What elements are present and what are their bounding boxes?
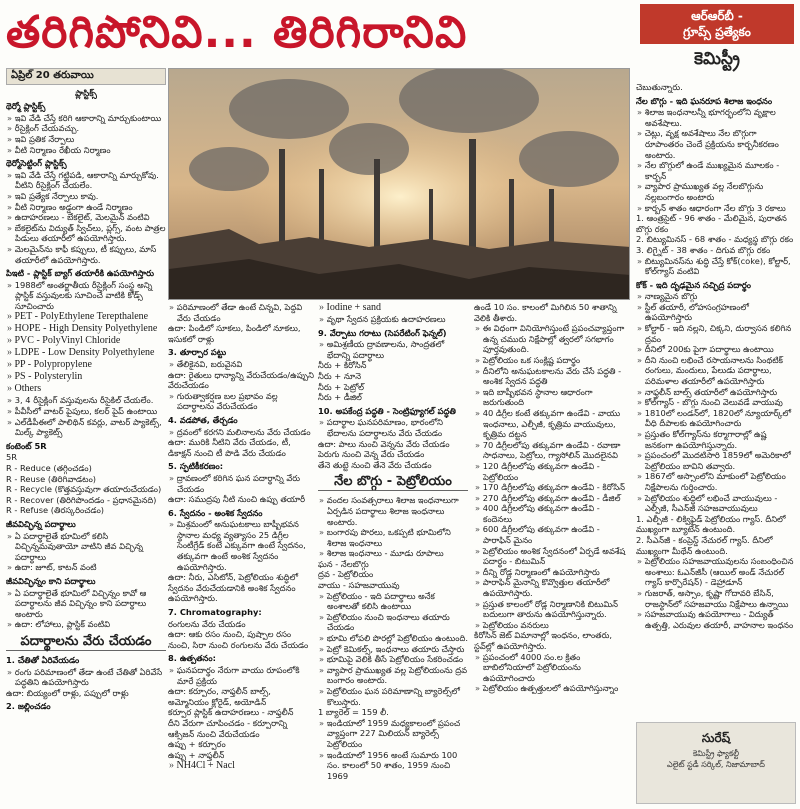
text-line: ఉదా: సముద్రపు నీటి నుంచి ఉప్పు తయారీ: [168, 494, 306, 505]
text-line: రంగులను వేరు చేయడం: [168, 618, 246, 629]
text-line: తేనె తుట్టె నుంచి తేనె వేరు చేయడం: [318, 459, 432, 470]
bullet-item: » కోల్‌గ్యాస్ - బొగ్గు నుంచి వెలువడే వాయువు: [636, 397, 796, 408]
text-line: ఉదా: బియ్యంలో రాళ్లు, పప్పులో రాళ్లు: [6, 687, 129, 698]
bullet-item: » పీవీసీలో వాటర్ పైపులు, కలర్ పైప్ ఉంటాయి: [6, 406, 166, 417]
series-tag: [640, 4, 794, 44]
text-line: 3. లిగ్నైట్ - 38 శాతం - దిగువ బొగ్గు రకం: [636, 244, 771, 255]
english-term: » PVC - PolyVinyl Chloride: [6, 335, 166, 347]
text-line: ఉదా: మురికి నీటిని వేరు చేయడం, టీ, డికాక్షన్ నుంచి టీ పొడి వేరు చేయడం: [168, 437, 291, 458]
bullet-item: » పదార్థాల ఘనపరిమాణం, భారంలోని భేదాలను పదార్థాలను వేరు చేయడం: [318, 417, 468, 438]
bullet-item: » మెలమైన్‌ను కాఫీ కప్పులు, టీ కప్పులు, మాస్ తయారీలో ఉపయోగిస్తారు.: [6, 244, 166, 265]
bullet-item: » గురుత్వాకర్షణ బల ప్రభావం వల్ల పదార్థాలను వేరుచేయడం: [168, 391, 314, 412]
column-2: [168, 302, 314, 804]
bullet-item: » వ్యాపార ప్రాముఖ్యత వల్ల నేలబొగ్గును నల్లబంగారం అంటారు: [636, 181, 796, 202]
bullet-item: » ఇవి వేడి చేస్తే గట్టిపడి, ఆకారాన్ని మార్చుకోవు. వీటిని రీసైక్లింగ్ చేయలేం.: [6, 170, 166, 191]
bullet-item: » దీనిలోని అనుఘటకాలను వేరు చేసే పద్ధతి - అంశిక స్వేదన పద్ధతి: [474, 366, 630, 387]
english-term: » PP - Polypropylene: [6, 359, 166, 371]
bullet-item: » బేకలైట్‌ను విద్యుత్ స్విచ్‌లు, ప్లగ్స్, వంట పాత్రల పిడులు తయారీలో ఉపయోగిస్తారు.: [6, 223, 166, 244]
bullet-item: » తేలికైనవి, బరువైనవి: [168, 359, 314, 370]
text-line: ఉదా: పిండిలో సూకలు, పిండిలో నూకలు, ఇసుకలో రాళ్లు: [168, 323, 301, 344]
bullet-item: » 400 డిగ్రీలలోపు తక్కువగా ఉండేవి - కందెనలు: [474, 503, 630, 524]
bullet-item: » దీని నుంచి లభించే రసాయనాలను సింథటిక్ రంగులు, మందులు, పేలుడు పదార్థాలు, పరిమళాల తయారీలో ఉపయోగిస్తారు: [636, 355, 796, 387]
bullet-item: » 40 డిగ్రీల కంటే తక్కువగా ఉండేవి - వాయు ఇంధనాలు, ఎల్పీజీ, కృత్రిమ వాయువులు, కృత్రిమ దట్టన: [474, 408, 630, 440]
bullet-item: » పెట్రోలియం శుద్ధిలో లభించే వాయువులు - ఎల్పీజీ, సీఎన్‌జీ సహజవాయువులు: [636, 493, 796, 514]
bullet-item: » ఘనపదార్థం నేరుగా వాయు రూపంలోకి మారే ప్రక్రియ: [168, 665, 314, 686]
section-heading: 2. జల్లించడం: [6, 701, 51, 712]
text-line: దీని వేరుగా చూపించడం - కర్పూరాన్ని ఆక్సిజన్‌ నుంచి వేరుచేయడం: [168, 717, 288, 739]
bullet-item: » ద్రావణంలో కరిగిన ఘన పదార్థాన్ని వేరు చేయడం: [168, 473, 314, 494]
bullet-item: » పెట్రోలియం అంశిక స్వేదనంలో ఏర్పడే అవశేష పదార్థం - బిటుమిన్: [474, 546, 630, 567]
bullet-item: » వ్యాపార ప్రాముఖ్యత వల్ల పెట్రోలియంను ద్రవ బంగారం అంటారు.: [318, 665, 468, 686]
bullet-item: » ఇవి ప్రతిక నేర్పాలు: [6, 134, 166, 145]
bullet-item: » ద్రవంలో కరగని మలినాలను వేరు చేయడం: [168, 427, 314, 438]
author-name: సురేష్: [701, 731, 731, 745]
text-line: R - Recover (తిరిగిపొందడం - ప్రధానమైనది): [6, 494, 157, 505]
bullet-item: » ఈ విధంగా వినియోగిస్తుంటే ప్రపంచవ్యాప్తంగా ఉన్న చమురు నిక్షేపాల్లో త్వరలో సగభాగం పూర్తవుతుంది.: [474, 323, 630, 355]
bullet-item: » 3, 4 రీసైక్లింగ్ వస్తువులను రీసైకిల్ చేయలేం.: [6, 395, 166, 406]
bullet-item: » భూమి లోపలి పొరల్లో పెట్రోలియం ఉంటుంది.: [318, 633, 468, 644]
bullet-item: » పరిమాణంలో తేడా ఉంటే చిన్నవి, పెద్దవి వేరు చేయడం: [168, 302, 314, 323]
bullet-item: » ఇది బాష్పీభవన స్థానాల ఆధారంగా జరుగుతుంది: [474, 387, 630, 408]
section-heading: 1. చేతితో ఏరివేయడం: [6, 654, 80, 665]
bullet-item: » నాఫ్తలీన్ బాల్స్ తయారీలో ఉపయోగిస్తారు: [636, 387, 796, 398]
series-tag-line1: ఆర్‌ఆర్‌బీ -: [691, 9, 743, 23]
bullet-item: » 70 డిగ్రీలలోపు తక్కువగా ఉండేవి - రవాణా సాధనాలు, పెట్రోలు, గ్యాసోలిన్ మొదలైనవి: [474, 440, 630, 461]
text-line: ఉదా: నీరు, ఎసిటోన్, పెట్రోలియం శుద్ధిలో స్వేదనం వేరుచేయడానికి అంశిక స్వేదనం ఉపయోగిస్తారు.: [168, 572, 299, 604]
bullet-item: » పెట్రో కెమికల్స్, ఇంధనాలు తయారు చేస్తారు: [318, 644, 468, 655]
bullet-item: » ప్రపంచంలో మొదటిసారి 1859లో అమెరికాలో పెట్రోలియం బావిని తవ్వారు.: [636, 450, 796, 471]
text-line: ఉదా: రైతులు ధాన్యాన్ని వేరుచేయడం/ఉప్పుని వేరుచేయడం: [168, 369, 314, 391]
bullet-item: » భూమిపై వెలికి తీసే పెట్రోలియం సేకరించడం: [318, 654, 468, 665]
text-line: పెరుగు నుంచి వెన్న వేరు చేయడం: [318, 449, 425, 460]
bullet-item: » రీసైక్లింగ్ చేయవచ్చు.: [6, 123, 166, 134]
bullet-item: » నాణ్యమైన బొగ్గు: [636, 291, 796, 302]
bullet-item: » చెట్లు, వృక్ష అవశేషాలు నేల బొగ్గుగా రూపాంతరం చెందే ప్రక్రియను కార్బనీకరణం అంటారు.: [636, 128, 796, 160]
section-heading: కంటెంట్ 5R: [6, 440, 47, 451]
bullet-item: » 1988లో అంతర్జాతీయ రీసైక్లింగ్ సంస్థ అన్ని ప్లాస్టిక్ వస్తువులకు సూచించే వాటికి కోడ్స్ సూచించారు: [6, 280, 166, 312]
headline: తరిగిపోనివి... తిరిగిరానివి: [6, 7, 468, 58]
text-line: ఉదా: ఆకు రసం నుంచి, పుష్పాల రసం నుంచి, సిరా నుంచి రంగులను వేరు చేయడం: [168, 629, 309, 650]
bullet-item: » శిలాజ ఇంధనాలన్నీ భూగర్భంలోని వృక్షాల అవశేషాలు.: [636, 107, 796, 128]
bullet-item: » ఏ పదార్థాలైతే భూమిలో విచ్ఛిన్నం కావో ఆ పదార్థాలను జీవ విచ్ఛిన్నం కాని పదార్థాలు అంటారు: [6, 588, 166, 620]
text-line: 2. బిట్యుమినస్ - 68 శాతం - మధ్యస్థ బొగ్గు రకం: [636, 234, 794, 245]
bullet-item: » ఉదాహరణలు - బేకలైట్, మెలమైన్ వంటివి: [6, 212, 166, 223]
text-line: నీరు + నూనె: [318, 370, 362, 381]
text-line: R - Reduce (తగ్గించడం): [6, 463, 92, 474]
text-line: ద్రవ - పెట్రోలియం: [318, 569, 374, 580]
bullet-item: » ఇండియాలో 1959 మధ్యకాలంలో ప్రపంచ వ్యాప్తంగా 227 మిలియన్ బ్యారెల్స్ పెట్రోలియం: [318, 718, 468, 750]
author-role: కెమిస్ట్రీ ఫ్యాకల్టీ: [693, 749, 739, 758]
bullet-item: » పెట్రోలియం వనరులు: [474, 620, 630, 631]
bullet-item: » గుజరాత్, అస్సాం, కృష్ణా గోదావరి బేసిన్, రాజస్థాన్‌లో సహజవాయు నిక్షేపాలు ఉన్నాయి: [636, 588, 796, 609]
bullet-item: » పెట్రోలియం ఘన పరిమాణాన్ని బ్యారెల్స్‌లో కొలుస్తారు.: [318, 686, 468, 707]
english-term: » NH4Cl + Nacl: [168, 760, 314, 772]
bullet-item: » పెట్రోలియం నుంచి ఇంధనాలు తయారు చేయడం: [318, 612, 468, 633]
section-heading: 10. అపకేంద్ర పద్ధతి - సెంట్రిఫ్యూగల్ పద్ధతి: [318, 405, 456, 416]
section-heading: థెర్మోసెట్టింగ్ ప్లాస్టిక్స్: [6, 158, 67, 169]
bullet-item: » ప్రపంచంలో 4000 సం.ల క్రితం బాబిలోనియాలో పెట్రోలియంను ఉపయోగించారు: [474, 652, 630, 684]
text-line: 1 బ్యారెల్ = 159 లీ.: [318, 707, 389, 718]
bullet-item: » మిశ్రమంలో అనుఘటకాలు బాష్పీభవన స్థానాల మధ్య వ్యత్యాసం 25 డిగ్రీల సెంటీగ్రేడ్ కంటే ఎక్కువగా ఉంటే స్వేదనం, తక్కువగా ఉంటే అంశిక స్వేదనం ఉపయోగిస్తారు.: [168, 519, 314, 572]
bullet-item: » ఎల్‌డీపీఈలో పాలిథిన్ కవర్లు, వాటర్ ప్యాకెట్స్, మిల్క్ ప్యాకెట్స్: [6, 417, 166, 438]
english-term: » HOPE - High Density Polyethylene: [6, 323, 166, 335]
text-line: నీరు + డీజిల్: [318, 392, 362, 403]
section-heading: పిఇటి - ప్లాస్టిక్ బ్యాగ్ తయారీకి ఉపయోగిస్తారు: [6, 268, 154, 279]
bullet-item: » దీనిలో 200కు పైగా పదార్థాలు ఉంటాయి: [636, 344, 796, 355]
major-heading: నేల బొగ్గు - పెట్రోలియం: [318, 473, 468, 491]
bullet-item: » రంగు పరిమాణంలో తేడా ఉంటే చేతితో ఏరివేసే పద్ధతిని ఉపయోగిస్తారు: [6, 667, 166, 688]
text-line: ఉండే 10 సం. కాలంలో మిగిలిన 50 శాతాన్ని వెలికి తీశారు.: [474, 302, 617, 323]
bullet-item: » ఇవి ప్రత్యేక నేర్పాలు కావు.: [6, 191, 166, 202]
bullet-item: » 120 డిగ్రీలలోపు తక్కువగా ఉండేవి - పెట్రోలియం: [474, 461, 630, 482]
text-line: కర్పూర ప్లాస్టిక్ ఉదాహరణలు - నాఫ్తలీన్: [168, 707, 294, 718]
text-line: ఉదా: కర్పూరం, నాఫ్తలీన్ బాల్స్, అమ్మోనియం క్లోరైడ్, అయోడిన్: [168, 686, 271, 707]
text-line: వాయు - సహజవాయువు: [318, 580, 400, 591]
section-title: ప్లాస్టిక్స్: [75, 87, 97, 98]
bullet-item: » వృథా స్వేదన ప్రక్రియకు ఉదాహరణలు: [318, 314, 468, 325]
section-heading: జీవవిచ్ఛిన్నం కాని పదార్థాలు: [6, 575, 96, 586]
bullet-item: » పెట్రోలియం ఉత్పత్తులలో ఉపయోగిస్తున్నాం: [474, 683, 630, 694]
bullet-item: » కార్బన్ శాతం ఆధారంగా నేల బొగ్గు 3 రకాలు: [636, 203, 796, 214]
section-heading: నేల బొగ్గు - ఇది ఘనరూప శిలాజ ఇంధనం: [636, 95, 773, 106]
section-heading: 4. వడపోత, తేర్చడం: [168, 414, 238, 425]
author-institute: ఎలైట్ స్టడీ సర్కిల్, నిజామాబాద్: [667, 760, 765, 769]
bullet-item: » ఉదా: జూట్, కాటన్ వంటి: [6, 562, 166, 573]
text-line: 1. ఆంత్రసైట్ - 96 శాతం - మేలిమైన, పురాతన బొగ్గు రకం: [636, 213, 787, 234]
column-3: [318, 302, 468, 804]
section-heading: 9. వేర్పాటు గరాటు (సెపరేటింగ్ ఫెన్నల్): [318, 327, 447, 338]
text-line: R - Refuse (తిరస్కరించడం): [6, 505, 105, 516]
text-line: ఉప్పు + నాఫ్తలీన్: [168, 749, 225, 760]
bullet-item: » వీటి నిర్మాణం రేఖీయ నిర్మాణం: [6, 145, 166, 156]
section-heading: థెర్మో ప్లాస్టిక్స్: [6, 101, 46, 112]
author-signature: [636, 722, 796, 804]
bullet-item: » 1867లో అస్సాంలోని మాకుంలో పెట్రోలియం నిక్షేపాలను గుర్తించారు.: [636, 471, 796, 492]
bullet-item: » 170 డిగ్రీలలోపు తక్కువగా ఉండేవి - కిరోసిన్: [474, 482, 630, 493]
text-line: కిరోసిన్ జెట్ విమానాల్లో ఇంధనం, లాంతరు, స్టవ్‌ల్లో ఉపయోగిస్తారు.: [474, 630, 613, 651]
english-term: » PS - Polysterylin: [6, 371, 166, 383]
text-line: R - Recycle (కొత్తవస్తువుగా తయారుచేయడం): [6, 484, 162, 495]
bullet-item: » ఇవి వేడి చేస్తే కరిగి ఆకారాన్ని మార్చుకుంటాయి: [6, 113, 166, 124]
bullet-item: » పెట్రోలియం సహజవాయువులను సంబంధించిన అంశాలు: ఓఎన్‌జీసీ (ఆయిల్ అండ్ నేచురల్ గ్యాస్ కార్పొరేషన్) - డెహ్రాడూన్: [636, 556, 796, 588]
industrial-smoke-photo: [168, 68, 630, 300]
bullet-item: » వందల సంవత్సరాలు శిలాజ ఇంధనాలుగా ఏర్పడిన పదార్థాలు శిలాజ ఇంధనాలు అంటారు.: [318, 495, 468, 527]
text-line: 1. ఎల్పీజీ - లిక్విఫైడ్ పెట్రోలియం గ్యాస్. దీనిలో ముఖ్యంగా బ్యూటేన్ ఉంటుంది.: [636, 513, 786, 535]
section-heading: 8. ఉత్పతనం:: [168, 653, 216, 664]
bullet-item: » వీటి నిర్మాణం అడ్డంగా ఉండే నిర్మాణం: [6, 202, 166, 213]
bullet-item: » పెట్రోలియం ఒక సంక్లిష్ట పదార్థం: [474, 355, 630, 366]
english-term: » Others: [6, 383, 166, 395]
text-line: 2. సీఎన్‌జీ - కంప్రెస్డ్ నేచురల్ గ్యాస్. దీనిలో ముఖ్యంగా మీథేన్ ఉంటుంది.: [636, 534, 773, 556]
text-line: ఉదా: పాలు నుంచి వెన్నను వేరు చేయడం: [318, 438, 450, 449]
section-heading: 3. తూర్పార పట్టు: [168, 347, 227, 358]
bullet-item: » పెట్రోలియం - ఇది పదార్థాలు అనేక అంశాలతో కలిసి ఉంటాయి: [318, 591, 468, 612]
section-heading: కోక్ - ఇది దృఢమైన సచ్ఛిద్ర పదార్థం: [636, 279, 751, 290]
column-1: [6, 68, 166, 804]
continued-banner: ఏప్రిల్ 20 తరువాయి: [6, 68, 166, 85]
text-line: నీరు + పెట్రోల్: [318, 381, 364, 392]
english-term: » Iodine + sand: [318, 302, 468, 314]
bullet-item: » కోల్టార్ - ఇది నల్లని, చిక్కని, దుర్వాసన కలిగిన ద్రవం: [636, 323, 796, 344]
section-heading: 7. Chromatography:: [168, 607, 262, 618]
subject-title: కెమిస్ట్రీ: [694, 49, 740, 69]
bullet-item: » 600 డిగ్రీలలోపు తక్కువగా ఉండేవి - పారాఫిన్ మైనం: [474, 524, 630, 545]
section-heading: 5. స్ఫటికీకరణం:: [168, 461, 224, 472]
bullet-item: » అమిశ్రణీయ ద్రావణాలను, సాంద్రతలో భేదాన్ని పదార్థాలు: [318, 339, 468, 360]
section-heading: 6. స్వేదనం - అంశిక స్వేదనం: [168, 507, 263, 518]
series-tag-line2: గ్రూప్స్ ప్రత్యేకం: [683, 25, 751, 39]
bullet-item: » బిట్యుమినస్‌ను శుద్ధి చేస్తే కోక్(coke), కోల్టార్, కోల్‌గ్యాస్ వంటివి: [636, 256, 796, 277]
bullet-item: » 1810లో లండన్‌లో, 1820లో న్యూయార్క్‌లో వీధి దీపాలకు ఉపయోగించారు: [636, 408, 796, 429]
text-line: చెబుతున్నారు.: [636, 82, 683, 92]
bullet-item: » స్టీల్ తయారీ, లోహసంగ్రహణంలో ఉపయోగిస్తారు: [636, 302, 796, 323]
text-line: నీరు + కిరోసిన్: [318, 360, 367, 371]
bullet-item: » ఉదా: లోహాలు, ప్లాస్టిక్ వంటివి: [6, 619, 166, 630]
english-term: » PET - PolyEthylene Terepthalene: [6, 311, 166, 323]
bullet-item: » ప్రస్తుతం కోల్‌గ్యాస్‌ను కర్మాగారాల్లో ఉష్ణ జనకంగా ఉపయోగిస్తున్నారు.: [636, 429, 796, 450]
bullet-item: » సహజవాయువు ఉపయోగాలు - విద్యుత్ ఉత్పత్తి, ఎరువుల తయారీ, వాహనాల ఇంధనం: [636, 609, 796, 630]
bullet-item: » 270 డిగ్రీలలోపు తక్కువగా ఉండేవి - డీజిల్: [474, 493, 630, 504]
bullet-item: » దీన్ని రోడ్ల నిర్మాణంలో ఉపయోగిస్తారు: [474, 567, 630, 578]
bullet-item: » శిలాజ ఇంధనాలు - మూడు రూపాలు: [318, 548, 468, 559]
text-line: 5R: [6, 452, 18, 463]
text-line: R - Reuse (తిరిగివాడటం): [6, 473, 97, 484]
column-4: [474, 302, 630, 804]
bullet-item: » ఏ పదార్థాలైతే భూమిలో కలిసి విచ్ఛిన్నమవుతాయో వాటిని జీవ విచ్ఛిన్న పదార్థాలు: [6, 531, 166, 563]
text-line: ఘన - నేలబొగ్గు: [318, 558, 369, 569]
english-term: » LDPE - Low Density Polyethylene: [6, 347, 166, 359]
section-heading: జీవవిచ్ఛిన్న పదార్థాలు: [6, 519, 76, 529]
bullet-item: » పారాఫిన్ మైనాన్ని కొవ్వొత్తుల తయారీలో ఉపయోగిస్తారు.: [474, 577, 630, 598]
bullet-item: » ఇండియాలో 1956 అంటే సుమారు 100 సం. కాలంలో 50 శాతం, 1959 నుంచి 1969: [318, 750, 468, 782]
major-heading: పదార్థాలను వేరు చేయడం: [6, 633, 166, 651]
bullet-item: » ప్రస్తుత కాలంలో రోడ్ల నిర్మాణానికి బిటుమిన్ బదులుగా తారును ఉపయోగిస్తున్నారు.: [474, 599, 630, 620]
bullet-item: » బంగారపు పొరలు, ఒకప్పటి భూమిలోని శిలాజ ఇంధనాలు: [318, 527, 468, 548]
column-5: [636, 82, 796, 720]
text-line: ఉప్పు + కర్పూరం: [168, 739, 226, 750]
bullet-item: » నేల బొగ్గులో ఉండే ముఖ్యమైన మూలకం - కార్బన్: [636, 160, 796, 181]
